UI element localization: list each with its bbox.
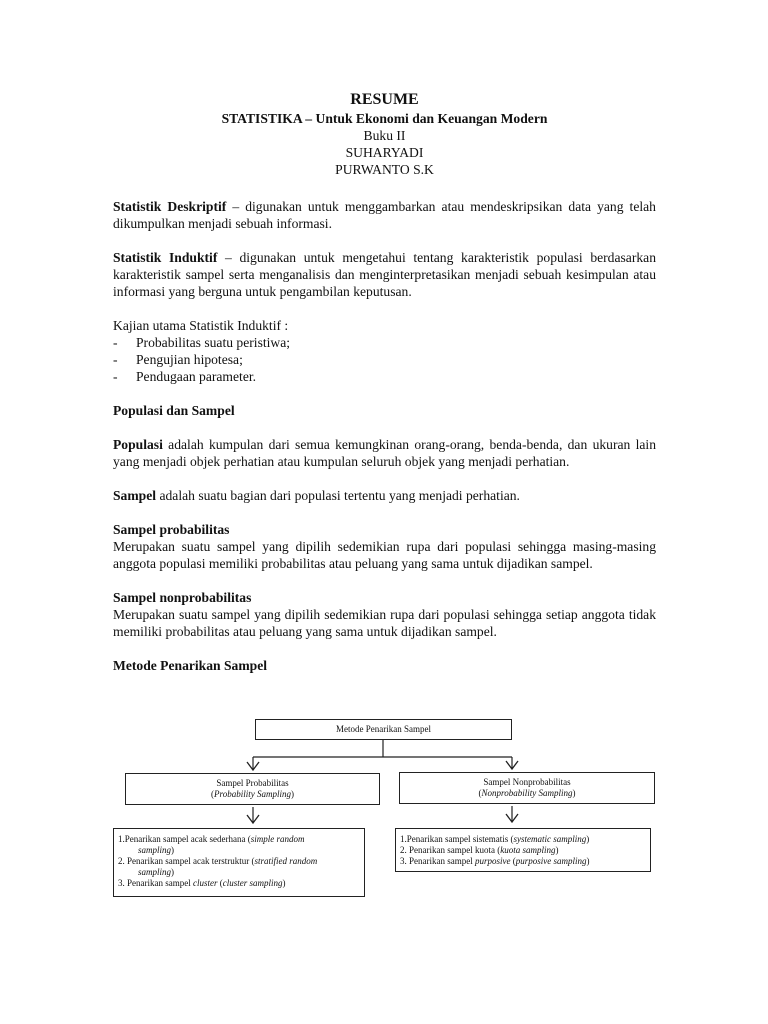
root-node: Metode Penarikan Sampel bbox=[255, 719, 512, 740]
probability-methods-list bbox=[118, 834, 360, 889]
doc-book: Buku II bbox=[363, 128, 406, 143]
heading-sampel-nonprobabilitas: Sampel nonprobabilitas bbox=[113, 590, 252, 605]
nonprobability-node: Sampel Nonprobabilitas (Nonprobability Sampling) bbox=[399, 772, 655, 804]
doc-subtitle: STATISTIKA – Untuk Ekonomi dan Keuangan Modern bbox=[221, 111, 548, 126]
paragraph-induktif bbox=[113, 249, 656, 300]
probability-methods-box bbox=[113, 828, 365, 897]
arrow-left-down bbox=[247, 815, 259, 823]
list-item: 2. Penarikan sampel acak terstruktur (stratified random sampling) bbox=[118, 856, 318, 877]
doc-author-1: SUHARYADI bbox=[345, 145, 424, 160]
list-item: - Pengujian hipotesa; bbox=[113, 352, 243, 367]
text-sampel: adalah suatu bagian dari populasi tertentu yang menjadi perhatian. bbox=[156, 488, 520, 503]
term-induktif: Statistik Induktif bbox=[113, 250, 218, 265]
paragraph-sampel-probabilitas: Merupakan suatu sampel yang dipilih sedemikian rupa dari populasi sehingga masing-masing anggota populasi memiliki probabilitas atau peluang yang sama untuk dijadikan sampel. bbox=[113, 539, 656, 571]
list-item: - Probabilitas suatu peristiwa; bbox=[113, 335, 291, 350]
probability-node: Sampel Probabilitas (Probability Sampling) bbox=[125, 773, 380, 805]
paragraph-sampel bbox=[113, 487, 656, 504]
list-item: 1.Penarikan sampel sistematis (systematic sampling) bbox=[400, 834, 590, 844]
nonprobability-methods-box bbox=[395, 828, 651, 872]
arrow-right bbox=[506, 761, 518, 769]
text-deskriptif: – digunakan untuk menggambarkan atau mendeskripsikan data yang telah dikumpulkan menjadi sebuah informasi. bbox=[113, 199, 656, 231]
heading-metode: Metode Penarikan Sampel bbox=[113, 658, 268, 673]
paragraph-deskriptif bbox=[113, 198, 656, 232]
paragraph-sampel-nonprobabilitas: Merupakan suatu sampel yang dipilih sedemikian rupa dari populasi sehingga setiap anggota tidak memiliki probabilitas atau peluang yang sama untuk dijadikan sampel. bbox=[113, 607, 656, 639]
nonprobability-methods-list bbox=[400, 834, 646, 867]
list-item: 1.Penarikan sampel acak sederhana (simple random sampling) bbox=[118, 834, 305, 855]
heading-sampel-probabilitas: Sampel probabilitas bbox=[113, 522, 230, 537]
term-deskriptif: Statistik Deskriptif bbox=[113, 199, 227, 214]
text-induktif: – digunakan untuk mengetahui tentang karakteristik populasi berdasarkan karakteristik sampel serta menganalisis dan menginterpretasikan menjadi sebuah kesimpulan atau informasi yang berguna untuk pengambilan keputusan. bbox=[113, 250, 656, 299]
heading-populasi-sampel: Populasi dan Sampel bbox=[113, 403, 235, 418]
kajian-list bbox=[113, 334, 656, 385]
arrow-left bbox=[247, 762, 259, 770]
paragraph-populasi bbox=[113, 436, 656, 470]
text-populasi: adalah kumpulan dari semua kemungkinan orang-orang, benda-benda, dan ukuran lain yang menjadi objek perhatian atau kumpulan seluruh objek yang menjadi perhatian. bbox=[113, 437, 656, 469]
kajian-intro: Kajian utama Statistik Induktif : bbox=[113, 318, 289, 333]
arrow-right-down bbox=[506, 814, 518, 822]
list-item: 2. Penarikan sampel kuota (kuota sampling) bbox=[400, 845, 559, 855]
list-item: 3. Penarikan sampel purposive (purposive sampling) bbox=[400, 856, 590, 866]
term-sampel: Sampel bbox=[113, 488, 157, 503]
document-page bbox=[113, 90, 656, 674]
term-populasi: Populasi bbox=[113, 437, 163, 452]
list-item: 3. Penarikan sampel cluster (cluster sampling) bbox=[118, 878, 286, 888]
doc-title: RESUME bbox=[350, 91, 419, 108]
list-item: - Pendugaan parameter. bbox=[113, 369, 257, 384]
doc-author-2: PURWANTO S.K bbox=[335, 162, 434, 177]
